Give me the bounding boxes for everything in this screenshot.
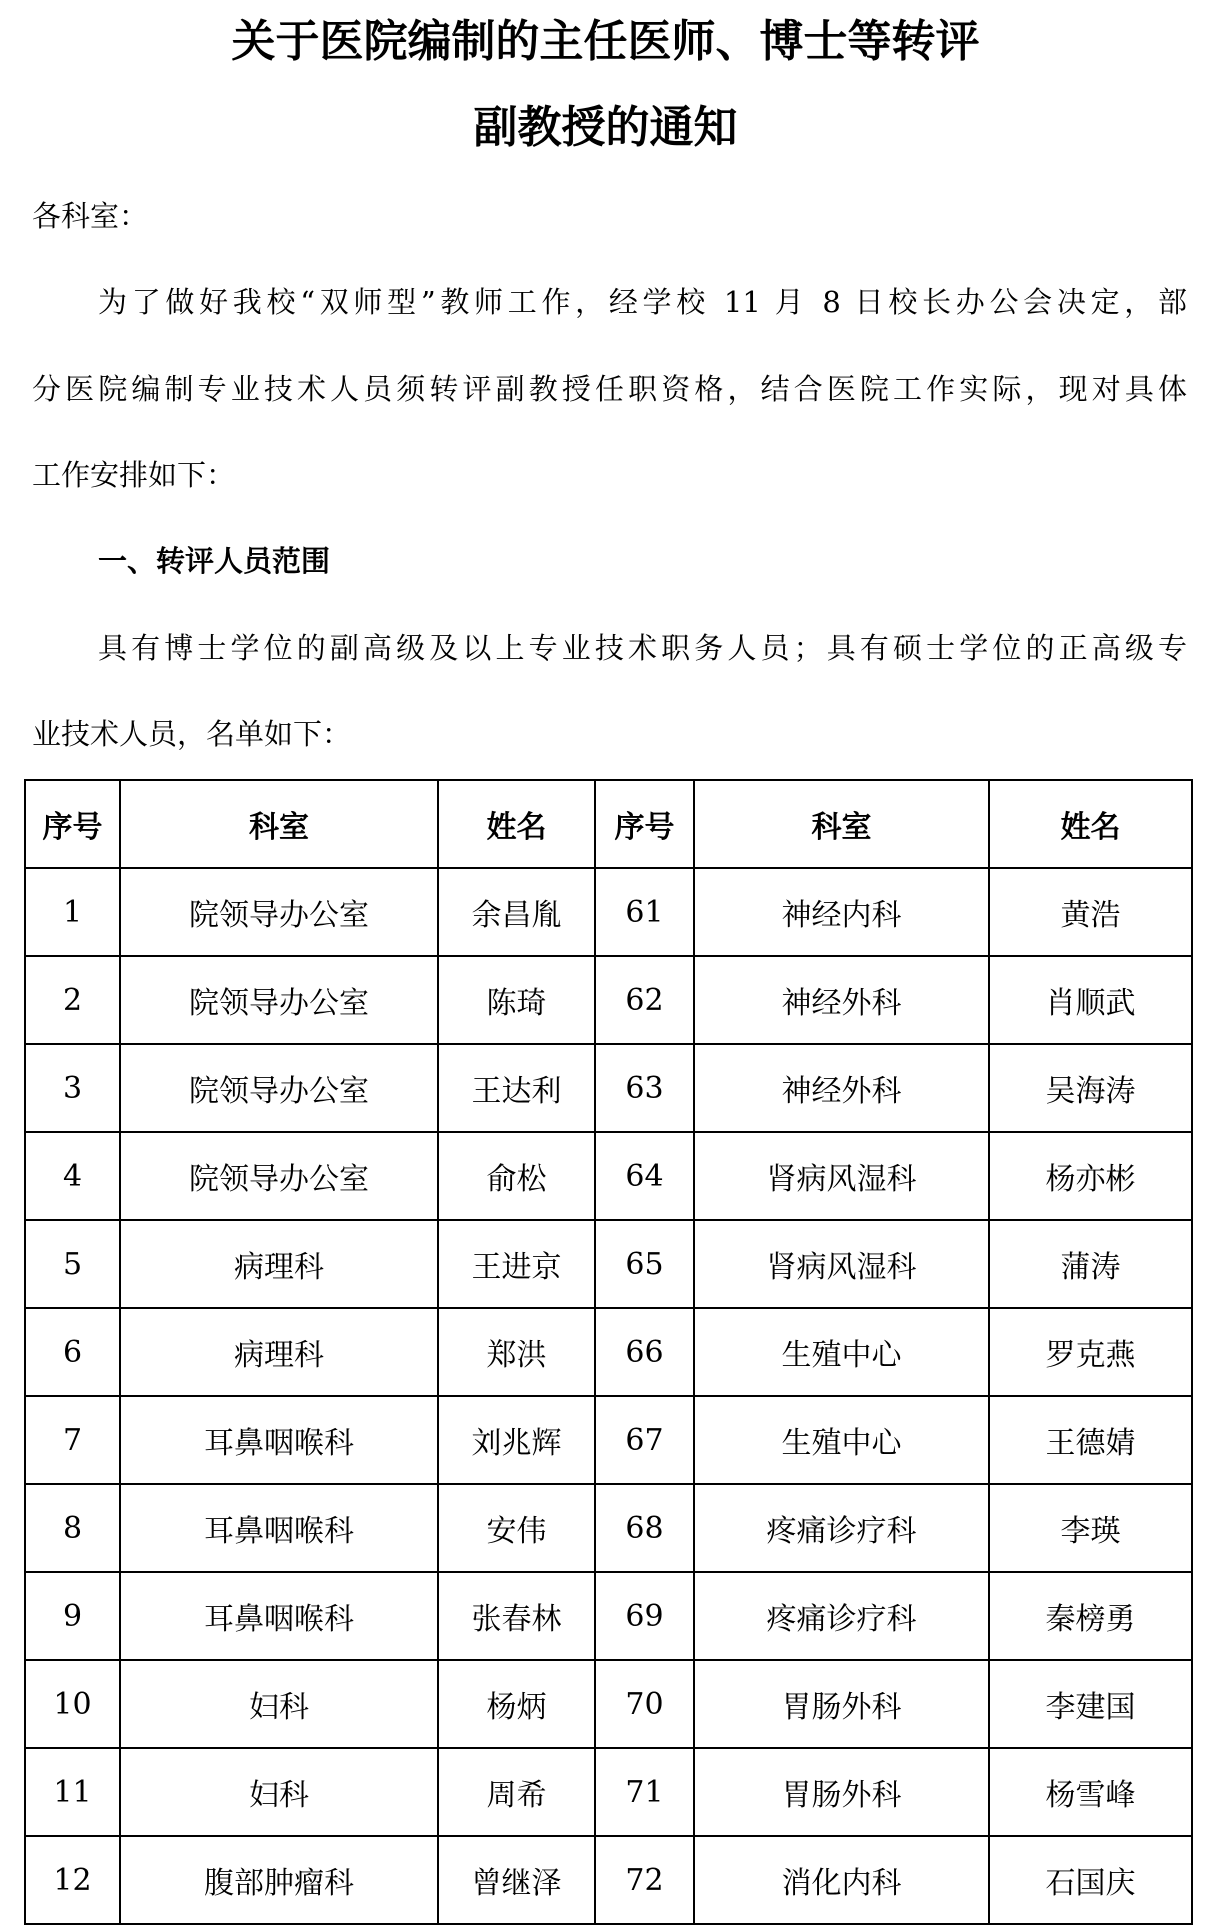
cell-department-left: 妇科 bbox=[120, 1748, 438, 1836]
cell-index-left: 6 bbox=[25, 1308, 120, 1396]
cell-department-right: 神经外科 bbox=[694, 956, 989, 1044]
cell-department-left: 妇科 bbox=[120, 1660, 438, 1748]
cell-department-right: 肾病风湿科 bbox=[694, 1220, 989, 1308]
cell-name-left: 曾继泽 bbox=[438, 1836, 595, 1924]
cell-index-right: 63 bbox=[595, 1044, 694, 1132]
table-row bbox=[25, 1220, 1192, 1308]
cell-name-right: 杨亦彬 bbox=[989, 1132, 1192, 1220]
cell-index-left: 8 bbox=[25, 1484, 120, 1572]
cell-name-right: 罗克燕 bbox=[989, 1308, 1192, 1396]
header-index-left: 序号 bbox=[25, 780, 120, 868]
cell-name-right: 李瑛 bbox=[989, 1484, 1192, 1572]
cell-name-left: 王达利 bbox=[438, 1044, 595, 1132]
cell-department-right: 疼痛诊疗科 bbox=[694, 1484, 989, 1572]
cell-name-left: 张春林 bbox=[438, 1572, 595, 1660]
table-row bbox=[25, 1836, 1192, 1924]
cell-department-left: 病理科 bbox=[120, 1220, 438, 1308]
cell-index-left: 5 bbox=[25, 1220, 120, 1308]
cell-name-left: 周希 bbox=[438, 1748, 595, 1836]
cell-department-left: 腹部肿瘤科 bbox=[120, 1836, 438, 1924]
cell-index-left: 4 bbox=[25, 1132, 120, 1220]
cell-name-right: 黄浩 bbox=[989, 868, 1192, 956]
cell-department-right: 肾病风湿科 bbox=[694, 1132, 989, 1220]
cell-index-right: 62 bbox=[595, 956, 694, 1044]
cell-index-left: 2 bbox=[25, 956, 120, 1044]
cell-department-left: 院领导办公室 bbox=[120, 1132, 438, 1220]
cell-index-left: 12 bbox=[25, 1836, 120, 1924]
cell-index-right: 72 bbox=[595, 1836, 694, 1924]
table-row bbox=[25, 1748, 1192, 1836]
cell-name-left: 俞松 bbox=[438, 1132, 595, 1220]
cell-name-left: 余昌胤 bbox=[438, 868, 595, 956]
cell-department-right: 胃肠外科 bbox=[694, 1748, 989, 1836]
table-row bbox=[25, 956, 1192, 1044]
cell-department-right: 生殖中心 bbox=[694, 1308, 989, 1396]
paragraph-2-line-2: 业技术人员，名单如下： bbox=[32, 717, 352, 751]
table-row bbox=[25, 1396, 1192, 1484]
cell-name-right: 王德婧 bbox=[989, 1396, 1192, 1484]
cell-department-left: 耳鼻咽喉科 bbox=[120, 1484, 438, 1572]
cell-department-right: 消化内科 bbox=[694, 1836, 989, 1924]
cell-name-right: 蒲涛 bbox=[989, 1220, 1192, 1308]
table-row bbox=[25, 1308, 1192, 1396]
cell-name-left: 王进京 bbox=[438, 1220, 595, 1308]
cell-name-right: 杨雪峰 bbox=[989, 1748, 1192, 1836]
cell-name-right: 李建国 bbox=[989, 1660, 1192, 1748]
header-department-left: 科室 bbox=[120, 780, 438, 868]
cell-index-right: 67 bbox=[595, 1396, 694, 1484]
cell-name-right: 石国庆 bbox=[989, 1836, 1192, 1924]
paragraph-2-line-1: 具有博士学位的副高级及以上专业技术职务人员；具有硕士学位的正高级专 bbox=[98, 631, 1187, 665]
cell-name-left: 陈琦 bbox=[438, 956, 595, 1044]
paragraph-1-line-3: 工作安排如下： bbox=[32, 458, 236, 492]
cell-index-left: 10 bbox=[25, 1660, 120, 1748]
cell-name-left: 刘兆辉 bbox=[438, 1396, 595, 1484]
cell-index-right: 69 bbox=[595, 1572, 694, 1660]
cell-name-right: 秦榜勇 bbox=[989, 1572, 1192, 1660]
cell-name-left: 郑洪 bbox=[438, 1308, 595, 1396]
cell-index-right: 64 bbox=[595, 1132, 694, 1220]
cell-department-left: 耳鼻咽喉科 bbox=[120, 1572, 438, 1660]
cell-name-right: 肖顺武 bbox=[989, 956, 1192, 1044]
salutation: 各科室： bbox=[32, 199, 149, 233]
table-header-row bbox=[25, 780, 1192, 868]
table-row bbox=[25, 1660, 1192, 1748]
cell-index-right: 70 bbox=[595, 1660, 694, 1748]
cell-department-left: 院领导办公室 bbox=[120, 868, 438, 956]
cell-index-right: 68 bbox=[595, 1484, 694, 1572]
cell-department-right: 疼痛诊疗科 bbox=[694, 1572, 989, 1660]
cell-name-right: 吴海涛 bbox=[989, 1044, 1192, 1132]
cell-department-left: 耳鼻咽喉科 bbox=[120, 1396, 438, 1484]
header-index-right: 序号 bbox=[595, 780, 694, 868]
title-line-1: 关于医院编制的主任医师、博士等转评 bbox=[231, 16, 980, 67]
cell-index-right: 65 bbox=[595, 1220, 694, 1308]
cell-department-right: 生殖中心 bbox=[694, 1396, 989, 1484]
table-row bbox=[25, 1044, 1192, 1132]
cell-department-right: 神经外科 bbox=[694, 1044, 989, 1132]
table-row bbox=[25, 868, 1192, 956]
section-1-heading: 一、转评人员范围 bbox=[98, 544, 331, 578]
header-name-right: 姓名 bbox=[989, 780, 1192, 868]
cell-index-left: 9 bbox=[25, 1572, 120, 1660]
cell-department-left: 院领导办公室 bbox=[120, 956, 438, 1044]
header-name-left: 姓名 bbox=[438, 780, 595, 868]
table-row bbox=[25, 1572, 1192, 1660]
title-line-2: 副教授的通知 bbox=[473, 102, 738, 153]
cell-index-left: 3 bbox=[25, 1044, 120, 1132]
cell-index-left: 7 bbox=[25, 1396, 120, 1484]
cell-name-left: 安伟 bbox=[438, 1484, 595, 1572]
cell-name-left: 杨炳 bbox=[438, 1660, 595, 1748]
table-row bbox=[25, 1132, 1192, 1220]
cell-index-left: 11 bbox=[25, 1748, 120, 1836]
cell-index-right: 66 bbox=[595, 1308, 694, 1396]
table-row bbox=[25, 1484, 1192, 1572]
paragraph-1-line-2: 分医院编制专业技术人员须转评副教授任职资格，结合医院工作实际，现对具体 bbox=[32, 372, 1187, 406]
staff-list-table bbox=[24, 779, 1193, 1925]
header-department-right: 科室 bbox=[694, 780, 989, 868]
cell-department-left: 院领导办公室 bbox=[120, 1044, 438, 1132]
cell-department-left: 病理科 bbox=[120, 1308, 438, 1396]
cell-department-right: 胃肠外科 bbox=[694, 1660, 989, 1748]
paragraph-1-line-1: 为了做好我校“双师型”教师工作，经学校 11 月 8 日校长办公会决定，部 bbox=[98, 285, 1187, 319]
cell-index-right: 71 bbox=[595, 1748, 694, 1836]
cell-department-right: 神经内科 bbox=[694, 868, 989, 956]
cell-index-right: 61 bbox=[595, 868, 694, 956]
cell-index-left: 1 bbox=[25, 868, 120, 956]
